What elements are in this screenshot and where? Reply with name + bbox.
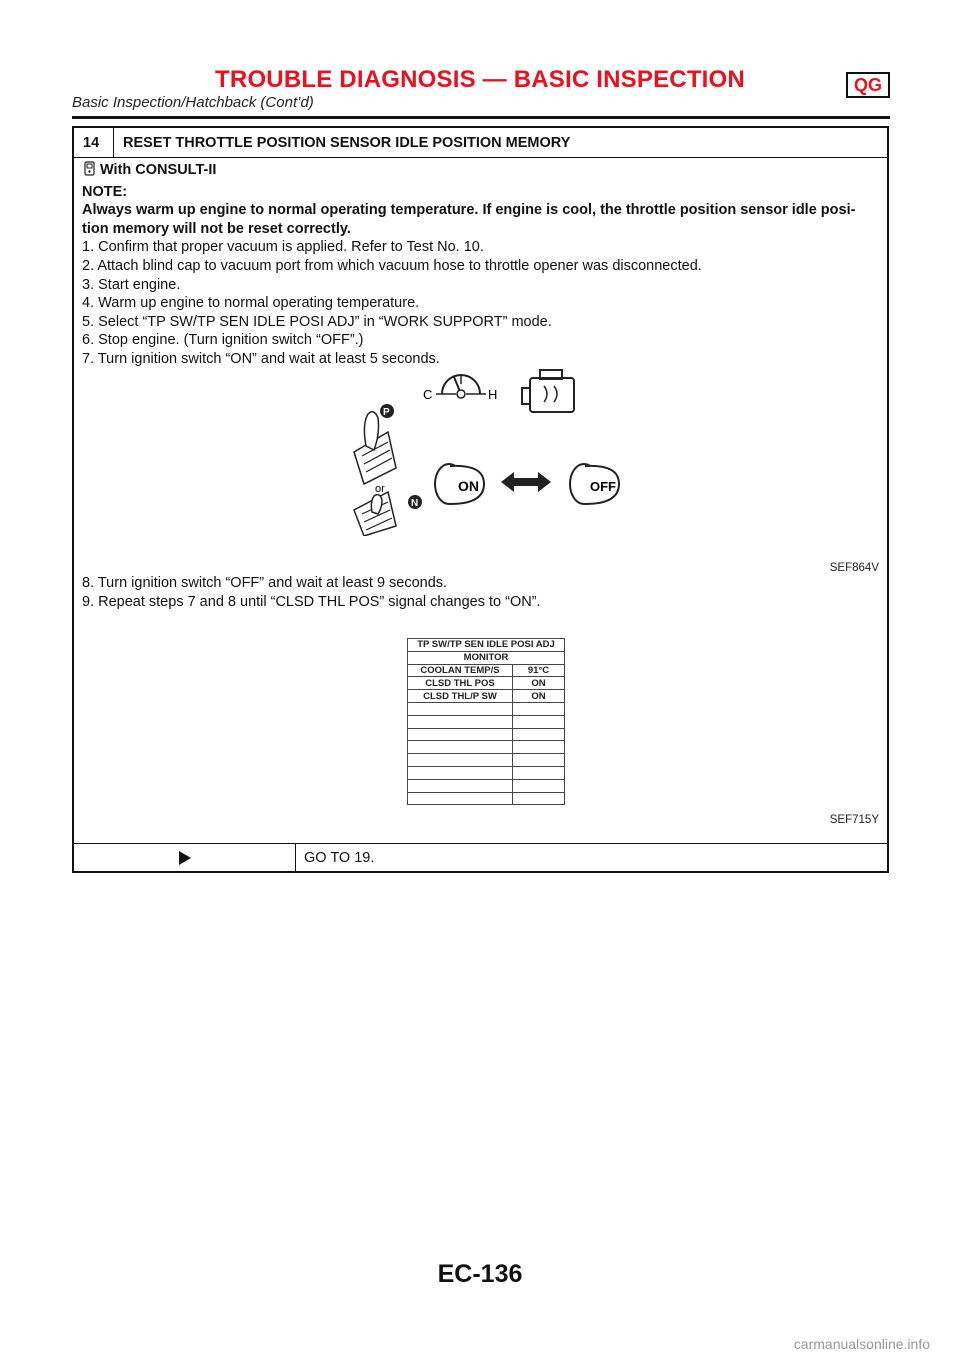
page-number: EC-136 <box>437 1260 523 1288</box>
consult-monitor-screen <box>407 638 565 805</box>
figure1-code: SEF864V <box>829 562 879 574</box>
monitor-empty-row <box>408 715 565 728</box>
key-on-label: ON <box>458 478 479 494</box>
step-item: 8. Turn ignition switch “OFF” and wait at least 9 seconds. <box>82 575 448 591</box>
monitor-value: 91°C <box>513 664 565 677</box>
step-header <box>74 128 887 158</box>
or-label: or <box>375 483 385 495</box>
goto-link[interactable]: GO TO 19. <box>304 849 375 866</box>
step-item: 1. Confirm that proper vacuum is applied. Refer to Test No. 10. <box>82 239 484 256</box>
step-item: 5. Select “TP SW/TP SEN IDLE POSI ADJ” in “WORK SUPPORT” mode. <box>82 313 552 330</box>
step-content <box>82 161 879 369</box>
step-item: 2. Attach blind cap to vacuum port from which vacuum hose to throttle opener was disconnected. <box>82 257 702 274</box>
monitor-empty-row <box>408 766 565 779</box>
note-label: NOTE: <box>82 183 128 200</box>
monitor-empty-row <box>408 741 565 754</box>
monitor-empty-row <box>408 779 565 792</box>
step-item: 4. Warm up engine to normal operating temperature. <box>82 295 420 312</box>
step-item: 9. Repeat steps 7 and 8 until “CLSD THL POS” signal changes to “ON”. <box>82 593 541 610</box>
monitor-row <box>408 690 565 703</box>
monitor-value: ON <box>513 690 565 703</box>
step-item: 6. Stop engine. (Turn ignition switch “OFF”.) <box>82 332 364 349</box>
result-arrow-cell <box>74 844 296 871</box>
ignition-key-off-icon <box>570 464 619 504</box>
monitor-row <box>408 677 565 690</box>
monitor-row <box>408 664 565 677</box>
monitor-empty-row <box>408 792 565 805</box>
page-header-title: TROUBLE DIAGNOSIS — BASIC INSPECTION <box>215 66 745 93</box>
monitor-item: CLSD THL POS <box>408 677 513 690</box>
monitor-item: COOLAN TEMP/S <box>408 664 513 677</box>
monitor-empty-row <box>408 702 565 715</box>
double-arrow-icon <box>501 472 551 492</box>
monitor-empty-row <box>408 754 565 767</box>
play-arrow-icon <box>179 851 191 865</box>
shifter-park-icon <box>354 404 396 484</box>
step-title: RESET THROTTLE POSITION SENSOR IDLE POSITION MEMORY <box>123 134 571 151</box>
step-content-b <box>82 574 879 611</box>
temperature-gauge-icon <box>423 375 497 402</box>
consult-mode-label: With CONSULT-II <box>100 162 217 178</box>
monitor-item: CLSD THL/P SW <box>408 690 513 703</box>
section-badge: QG <box>846 72 890 98</box>
step-number: 14 <box>74 128 114 157</box>
step-box <box>72 126 889 873</box>
ignition-key-on-icon <box>435 464 484 504</box>
consult-icon <box>82 161 98 183</box>
figure2-code: SEF715Y <box>829 814 879 826</box>
ignition-procedure-figure <box>344 364 624 536</box>
step-item: 3. Start engine. <box>82 276 181 293</box>
step-item: 7. Turn ignition switch “ON” and wait at least 5 seconds. <box>82 350 440 367</box>
gauge-h-label: H <box>488 387 498 402</box>
header-rule <box>72 116 890 119</box>
monitor-title: TP SW/TP SEN IDLE POSI ADJ <box>408 639 565 652</box>
shifter-n-label: N <box>411 498 419 509</box>
note-line-1: Always warm up engine to normal operating temperature. If engine is cool, the throttle position sensor idle posi- <box>82 202 856 219</box>
step-footer <box>74 843 887 871</box>
shifter-p-label: P <box>383 407 390 418</box>
shifter-neutral-icon <box>354 492 422 536</box>
gauge-c-label: C <box>423 387 433 402</box>
monitor-empty-row <box>408 728 565 741</box>
page-subtitle: Basic Inspection/Hatchback (Cont’d) <box>72 94 314 111</box>
engine-icon <box>522 370 574 412</box>
key-off-label: OFF <box>590 479 616 494</box>
consult-mode-line <box>82 161 879 183</box>
monitor-header: MONITOR <box>408 651 565 664</box>
monitor-value: ON <box>513 677 565 690</box>
watermark: carmanualsonline.info <box>793 1336 930 1352</box>
note-line-2: tion memory will not be reset correctly. <box>82 220 351 237</box>
